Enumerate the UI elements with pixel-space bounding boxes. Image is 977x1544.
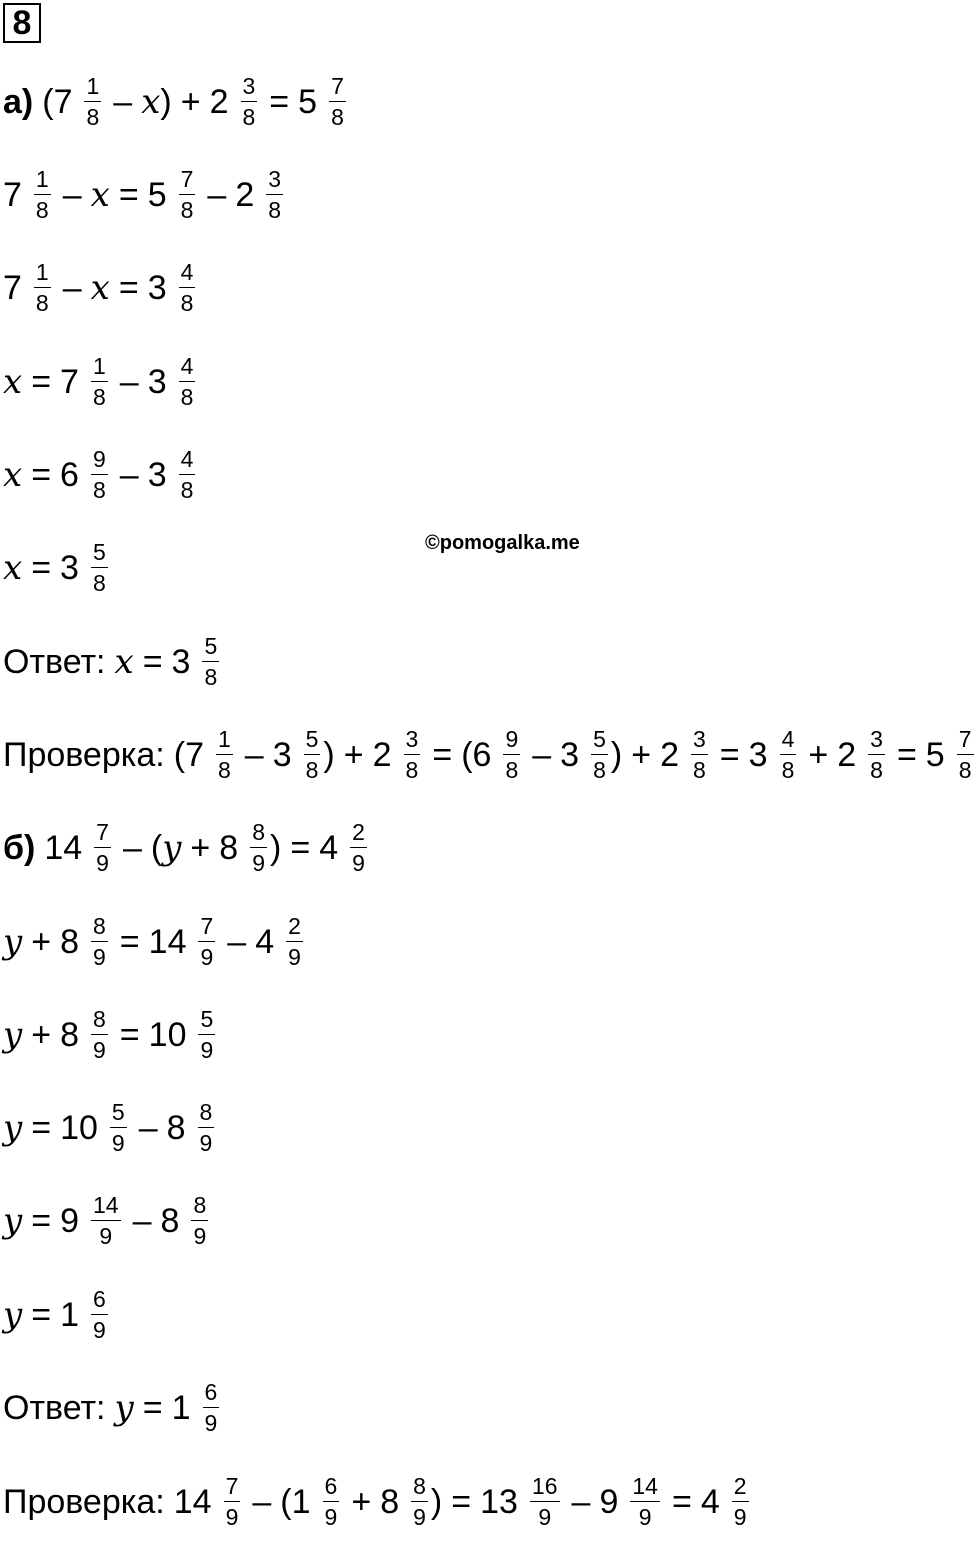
fraction: 7 8 [180,166,194,223]
fraction: 14 9 [632,1473,658,1530]
fraction: 4 8 [180,353,194,410]
variable: x [3,548,23,588]
fraction: 7 9 [225,1473,239,1530]
part-label: б) [3,829,36,867]
fraction: 9 8 [92,446,106,503]
fraction: 7 8 [958,726,972,783]
fraction: 6 9 [204,1379,218,1436]
fraction: 7 9 [96,819,109,876]
math-line: y = 10 5 9 – 8 8 9 [3,1099,213,1156]
fraction: 8 9 [199,1099,213,1156]
fraction: 1 8 [86,73,100,130]
fraction: 1 8 [92,353,106,410]
fraction: 7 8 [331,73,344,130]
variable: y [114,1388,134,1428]
fraction: 8 9 [193,1192,207,1249]
variable: x [141,82,161,122]
variable: y [3,1295,23,1335]
task-number: 8 [3,3,41,43]
fraction: 4 8 [180,446,194,503]
fraction: 1 8 [217,726,231,783]
fraction: 6 9 [324,1473,338,1530]
fraction: 8 9 [413,1473,426,1530]
fraction: 1 8 [35,259,49,316]
fraction: 5 8 [92,539,106,596]
math-line: б) 14 7 9 – ( y + 8 8 9 ) = 4 2 9 [3,819,365,876]
fraction: 3 8 [268,166,282,223]
variable: x [3,455,23,495]
fraction: 8 9 [93,913,106,970]
variable: x [90,268,110,308]
variable: y [162,828,182,868]
math-line: Ответ: y = 1 6 9 [3,1379,218,1436]
fraction: 6 9 [93,1286,106,1343]
fraction: 16 9 [531,1473,558,1530]
fraction: 2 9 [288,913,301,970]
variable: y [3,1201,23,1241]
math-line: 7 1 8 – x = 5 7 8 – 2 3 8 [3,166,282,223]
variable: y [3,1015,23,1055]
math-line: а) ( 7 1 8 – x ) + 2 3 8 = 5 7 8 [3,73,344,130]
fraction: 3 8 [692,726,706,783]
variable: x [3,362,23,402]
fraction: 3 8 [405,726,419,783]
fraction: 8 9 [252,819,265,876]
math-line: Проверка: 14 7 9 – ( 1 6 9 + 8 8 9 ) = 13 16 9 – 9 14 9 = 4 2 9 [3,1473,747,1530]
fraction: 3 8 [870,726,883,783]
variable: y [3,1108,23,1148]
variable: x [90,175,110,215]
math-line: x = 6 9 8 – 3 4 8 [3,446,194,503]
fraction: 5 8 [593,726,606,783]
fraction: 7 9 [200,913,214,970]
fraction: 5 8 [204,633,218,690]
math-line: x = 3 5 8 [3,539,106,596]
fraction: 8 9 [93,1006,106,1063]
part-label: а) [3,83,34,121]
fraction: 3 8 [242,73,256,130]
math-line: y = 9 14 9 – 8 8 9 [3,1192,207,1249]
watermark: ©pomogalka.me [425,532,580,554]
fraction: 4 8 [180,259,194,316]
fraction: 4 8 [781,726,795,783]
math-line: 7 1 8 – x = 3 4 8 [3,259,194,316]
math-line: y = 1 6 9 [3,1286,106,1343]
fraction: 9 8 [505,726,519,783]
fraction: 1 8 [35,166,49,223]
fraction: 5 8 [305,726,319,783]
variable: x [114,642,134,682]
fraction: 5 9 [200,1006,214,1063]
math-line: y + 8 8 9 = 10 5 9 [3,1006,214,1063]
math-line: Ответ: x = 3 5 8 [3,633,218,690]
math-line: x = 7 1 8 – 3 4 8 [3,353,194,410]
fraction: 2 9 [733,1473,747,1530]
math-line: y + 8 8 9 = 14 7 9 – 4 2 9 [3,913,301,970]
fraction: 5 9 [111,1099,125,1156]
fraction: 2 9 [352,819,365,876]
math-line: Проверка: ( 7 1 8 – 3 5 8 ) + 2 3 8 = ( 6 9 8 – 3 5 8 ) + 2 3 8 = 3 4 8 + 2 3 8 = 5 7 8 [3,726,972,783]
variable: y [3,922,23,962]
fraction: 14 9 [93,1192,119,1249]
